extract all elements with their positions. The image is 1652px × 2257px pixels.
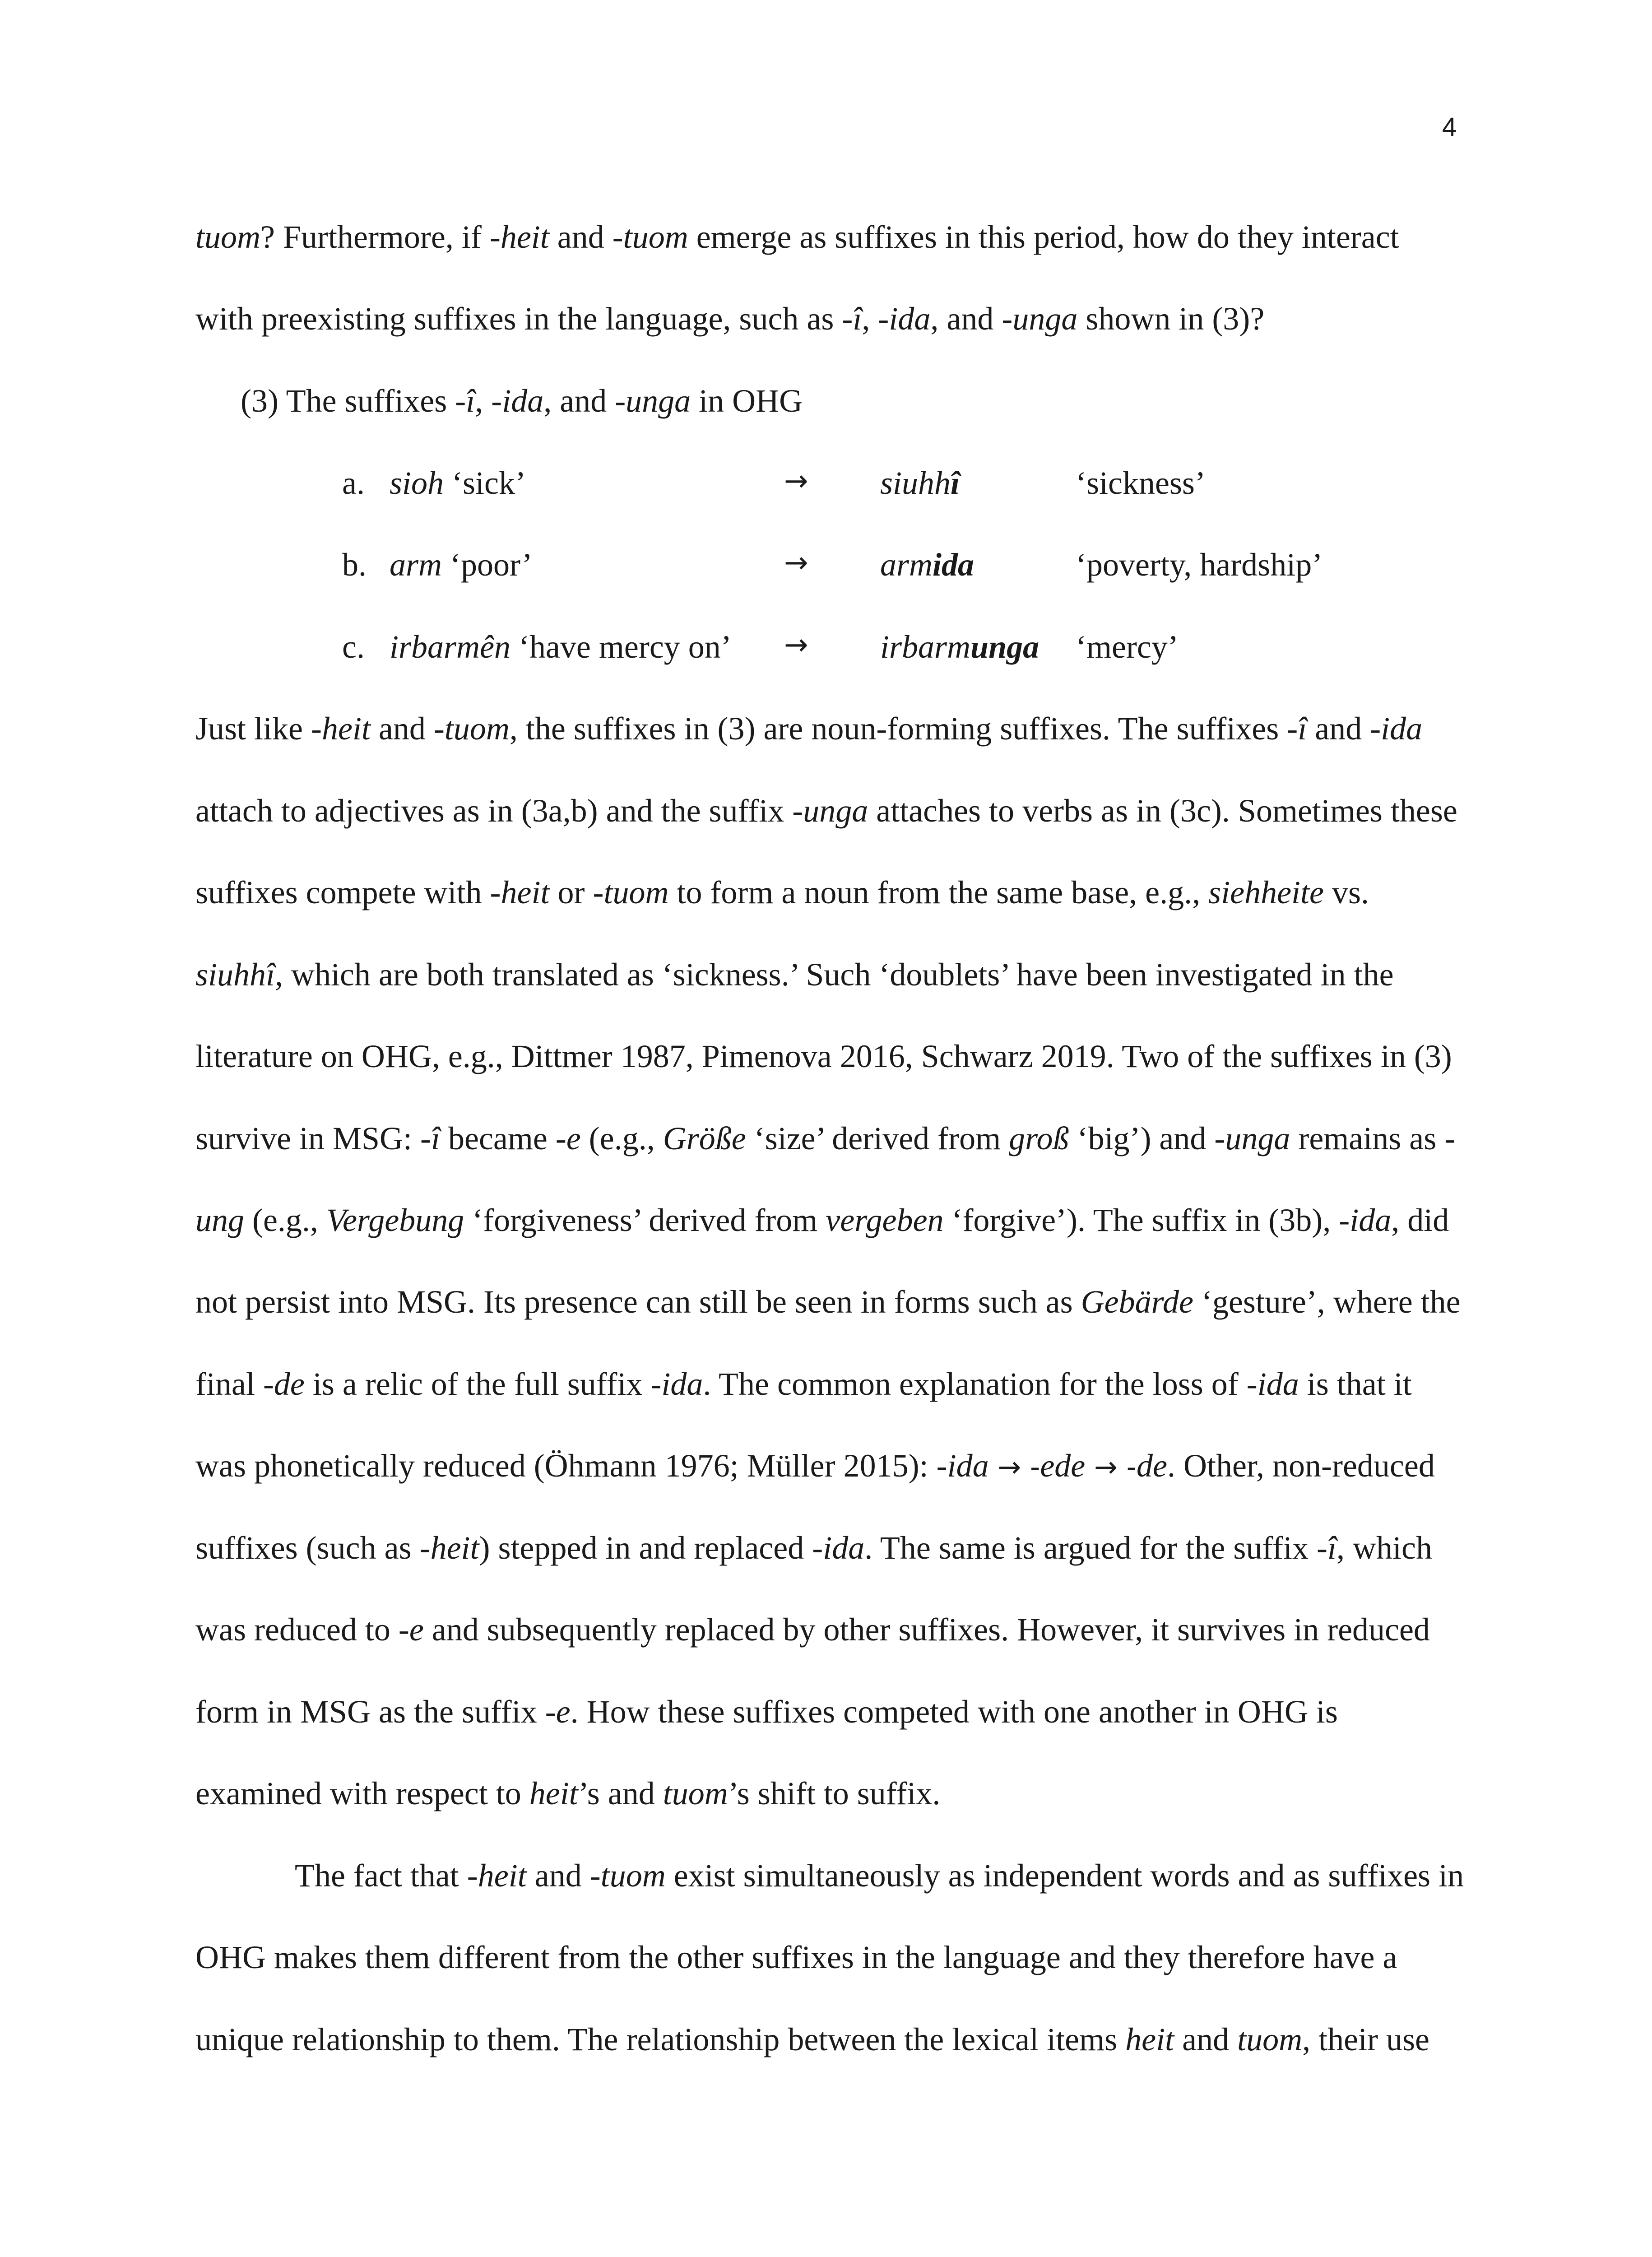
- text-run: ’s and: [578, 1775, 663, 1811]
- italic-term: siehheite: [1208, 874, 1324, 910]
- text-run: . How these suffixes competed with one another in OHG is: [570, 1694, 1338, 1730]
- text-run: suffixes (such as -: [195, 1530, 431, 1566]
- italic-term: ida: [502, 383, 544, 419]
- body-line: [195, 1040, 1452, 1073]
- example-derived: [880, 631, 1039, 663]
- text-run: ‘big’) and -: [1069, 1120, 1225, 1156]
- italic-term: groß: [1009, 1120, 1069, 1156]
- italic-term: tuom: [663, 1775, 728, 1811]
- body-line: [195, 1941, 1397, 1974]
- italic-term: Größe: [663, 1120, 746, 1156]
- text-run: (e.g.,: [580, 1120, 663, 1156]
- example-gloss: ‘mercy’: [1076, 629, 1179, 665]
- text-run: unique relationship to them. The relationship between the lexical items: [195, 2021, 1126, 2057]
- italic-term: e: [566, 1120, 581, 1156]
- italic-term: î: [1327, 1530, 1336, 1566]
- text-run: to form a noun from the same base, e.g.,: [668, 874, 1209, 910]
- example-gloss: ‘poverty, hardship’: [1076, 547, 1323, 583]
- example-source: [390, 548, 533, 581]
- text-run: shown in (3)?: [1077, 301, 1265, 337]
- example-heading: [241, 385, 803, 417]
- italic-term: heit: [478, 1858, 527, 1894]
- italic-term: heit: [500, 219, 549, 255]
- italic-term: siuhhî: [195, 957, 275, 993]
- text-run: ‘forgive’). The suffix in (3b), -: [943, 1202, 1350, 1238]
- text-run: or -: [549, 874, 604, 910]
- body-line: [195, 1777, 940, 1810]
- italic-term: ida: [1381, 711, 1423, 747]
- italic-term: ida: [1350, 1202, 1392, 1238]
- example-gloss: ‘sickness’: [1076, 465, 1206, 501]
- body-line: [195, 712, 1422, 745]
- example-letter: a.: [342, 465, 365, 501]
- text-run: and subsequently replaced by other suffixes. However, it survives in reduced: [423, 1611, 1430, 1648]
- body-line: [195, 1695, 1338, 1728]
- body-line: [195, 794, 1457, 827]
- italic-term: unga: [803, 793, 868, 829]
- derived-stem: irbarm: [880, 629, 971, 665]
- text-run: ‘gesture’, where the: [1193, 1284, 1461, 1320]
- italic-term: unga: [1225, 1120, 1290, 1156]
- italic-term: î: [1298, 711, 1307, 747]
- example-derived: [880, 548, 974, 581]
- derived-suffix: unga: [970, 629, 1039, 665]
- italic-term: î: [431, 1120, 441, 1156]
- text-run: , -: [862, 301, 889, 337]
- text-run: emerge as suffixes in this period, how do they interact: [688, 219, 1399, 255]
- body-line: [195, 1449, 1435, 1482]
- derived-stem: siuhh: [880, 465, 951, 501]
- text-run: exist simultaneously as independent words and as suffixes in: [665, 1858, 1464, 1894]
- italic-term: unga: [1012, 301, 1078, 337]
- derivation-arrow-icon: →: [784, 546, 808, 580]
- italic-term: tuom: [195, 219, 260, 255]
- italic-term: heit: [529, 1775, 578, 1811]
- source-word: arm: [390, 547, 442, 583]
- italic-term: heit: [501, 874, 550, 910]
- text-run: examined with respect to: [195, 1775, 529, 1811]
- text-run: ? Furthermore, if -: [260, 219, 501, 255]
- italic-term: tuom: [1237, 2021, 1303, 2057]
- italic-term: tuom: [603, 874, 669, 910]
- text-run: Just like -: [195, 711, 322, 747]
- italic-term: e: [409, 1611, 424, 1648]
- text-run: and -: [1307, 711, 1381, 747]
- example-source: [390, 631, 732, 663]
- text-run: with preexisting suffixes in the language, such as -: [195, 301, 853, 337]
- text-run: ‘forgiveness’ derived from: [464, 1202, 826, 1238]
- text-run: OHG makes them different from the other suffixes in the language and they therefore have a: [195, 1939, 1397, 1975]
- italic-term: heit: [321, 711, 371, 747]
- text-run: , their use: [1302, 2021, 1429, 2057]
- italic-term: ung: [195, 1202, 244, 1238]
- italic-term: heit: [430, 1530, 479, 1566]
- derived-suffix: ida: [933, 547, 974, 583]
- text-run: not persist into MSG. Its presence can still be seen in forms such as: [195, 1284, 1081, 1320]
- text-run: form in MSG as the suffix -: [195, 1694, 556, 1730]
- text-run: . Other, non-reduced: [1167, 1448, 1435, 1484]
- text-run: and -: [370, 711, 445, 747]
- text-run: ‘size’ derived from: [746, 1120, 1009, 1156]
- body-line: [195, 1286, 1461, 1318]
- text-run: ’s shift to suffix.: [728, 1775, 941, 1811]
- italic-term: heit: [1125, 2021, 1174, 2057]
- italic-term: ida: [661, 1366, 703, 1402]
- italic-term: Gebärde: [1081, 1284, 1193, 1320]
- italic-term: de: [1137, 1448, 1167, 1484]
- text-run: became -: [440, 1120, 566, 1156]
- text-run: and: [1174, 2021, 1238, 2057]
- derived-stem: arm: [880, 547, 933, 583]
- text-run: , -: [475, 383, 502, 419]
- derivation-arrow-icon: →: [784, 628, 808, 662]
- text-run: attach to adjectives as in (3a,b) and the suffix -: [195, 793, 803, 829]
- italic-term: de: [274, 1366, 305, 1402]
- text-run: is that it: [1299, 1366, 1412, 1402]
- text-run: . The same is argued for the suffix -: [864, 1530, 1327, 1566]
- text-run: literature on OHG, e.g., Dittmer 1987, Pimenova 2016, Schwarz 2019. Two of the suffixes in (3): [195, 1038, 1452, 1074]
- text-run: and -: [549, 219, 623, 255]
- italic-term: tuom: [623, 219, 688, 255]
- source-word: irbarmên: [390, 629, 510, 665]
- example-derived: [880, 467, 960, 499]
- body-line: [195, 1532, 1432, 1564]
- italic-term: e: [556, 1694, 571, 1730]
- text-run: final -: [195, 1366, 274, 1402]
- source-word: sioh: [390, 465, 444, 501]
- body-line: [195, 1613, 1430, 1646]
- italic-term: unga: [626, 383, 691, 419]
- derived-suffix: î: [951, 465, 960, 501]
- italic-term: î: [466, 383, 475, 419]
- text-run: . The common explanation for the loss of -: [703, 1366, 1258, 1402]
- example-letter: b.: [342, 547, 367, 583]
- italic-term: ida: [947, 1448, 989, 1484]
- text-run: and -: [526, 1858, 601, 1894]
- italic-term: ida: [889, 301, 931, 337]
- example-letter: c.: [342, 629, 365, 665]
- text-run: vs.: [1324, 874, 1369, 910]
- italic-term: ida: [823, 1530, 865, 1566]
- italic-term: î: [853, 301, 862, 337]
- text-run: (e.g.,: [244, 1202, 326, 1238]
- italic-term: tuom: [600, 1858, 666, 1894]
- body-line: [195, 958, 1394, 991]
- text-run: suffixes compete with -: [195, 874, 501, 910]
- example-source: [390, 467, 526, 499]
- body-line: [195, 1122, 1455, 1155]
- source-gloss: ‘have mercy on’: [510, 629, 732, 665]
- italic-term: Vergebung: [326, 1202, 464, 1238]
- derivation-arrow-icon: →: [784, 464, 808, 498]
- text-run: in OHG: [691, 383, 803, 419]
- text-run: , and -: [543, 383, 626, 419]
- arrow-icon: → -: [988, 1450, 1040, 1483]
- body-line: [195, 302, 1264, 335]
- text-run: , which: [1336, 1530, 1432, 1566]
- text-run: was reduced to -: [195, 1611, 409, 1648]
- source-gloss: ‘sick’: [444, 465, 526, 501]
- text-run: , and -: [930, 301, 1013, 337]
- text-run: is a relic of the full suffix -: [304, 1366, 662, 1402]
- text-run: survive in MSG: -: [195, 1120, 431, 1156]
- body-line: [195, 1368, 1412, 1400]
- text-run: ) stepped in and replaced -: [479, 1530, 823, 1566]
- page-number: 4: [1442, 112, 1457, 142]
- body-line: [195, 1204, 1449, 1236]
- source-gloss: ‘poor’: [442, 547, 533, 583]
- text-run: The fact that -: [295, 1858, 478, 1894]
- text-run: , did: [1391, 1202, 1449, 1238]
- body-line: [195, 876, 1369, 909]
- text-run: (3) The suffixes -: [241, 383, 466, 419]
- body-line: [195, 221, 1399, 253]
- text-run: , which are both translated as ‘sickness.’ Such ‘doublets’ have been investigated in the: [275, 957, 1394, 993]
- text-run: attaches to verbs as in (3c). Sometimes these: [868, 793, 1457, 829]
- text-run: , the suffixes in (3) are noun-forming suffixes. The suffixes -: [509, 711, 1298, 747]
- italic-term: ida: [1257, 1366, 1299, 1402]
- text-run: remains as -: [1290, 1120, 1456, 1156]
- italic-term: vergeben: [826, 1202, 944, 1238]
- italic-term: tuom: [444, 711, 510, 747]
- italic-term: ede: [1040, 1448, 1086, 1484]
- body-line: [195, 2023, 1429, 2056]
- body-line: [295, 1859, 1464, 1892]
- text-run: was phonetically reduced (Öhmann 1976; Müller 2015): -: [195, 1448, 947, 1484]
- arrow-icon: → -: [1085, 1450, 1137, 1483]
